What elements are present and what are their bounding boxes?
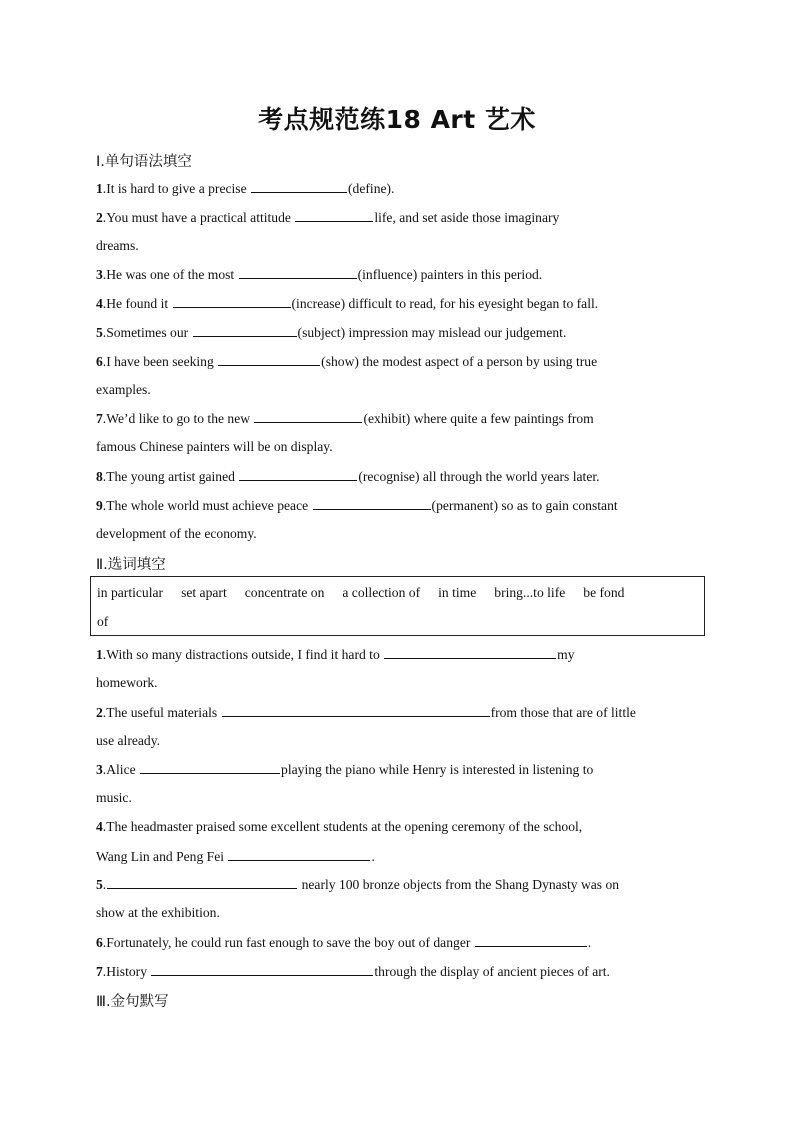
s2-item-1-cont: homework. — [96, 675, 158, 690]
answer-blank[interactable] — [228, 847, 370, 861]
word-bank-item: concentrate on — [244, 585, 325, 600]
answer-blank[interactable] — [107, 875, 297, 889]
answer-blank[interactable] — [151, 962, 373, 976]
answer-blank[interactable] — [222, 703, 490, 717]
word-bank-box — [90, 576, 705, 636]
answer-blank[interactable] — [173, 294, 291, 308]
answer-blank[interactable] — [313, 496, 431, 510]
word-bank-item: in time — [438, 585, 477, 600]
answer-blank[interactable] — [251, 179, 347, 193]
section-1-heading: Ⅰ.单句语法填空 — [96, 154, 192, 170]
s1-item-2-cont: dreams. — [96, 238, 139, 253]
word-bank-list — [97, 585, 624, 601]
s2-item-1: 1.With so many distractions outside, I find it hard to my — [96, 647, 575, 662]
answer-blank[interactable] — [295, 208, 373, 222]
answer-blank[interactable] — [475, 933, 587, 947]
s1-item-3: 3.He was one of the most (influence) painters in this period. — [96, 267, 543, 282]
s1-item-7-cont: famous Chinese painters will be on display. — [96, 439, 333, 454]
s1-item-7: 7.We’d like to go to the new (exhibit) where quite a few paintings from — [96, 411, 594, 426]
page-title: 考点规范练18 Art 艺术 — [258, 105, 536, 134]
s1-item-5: 5.Sometimes our (subject) impression may mislead our judgement. — [96, 325, 567, 340]
s1-item-9: 9.The whole world must achieve peace (permanent) so as to gain constant — [96, 498, 618, 513]
s2-item-2-cont: use already. — [96, 733, 161, 748]
s1-item-2: 2.You must have a practical attitude life, and set aside those imaginary — [96, 210, 560, 225]
s1-item-8: 8.The young artist gained (recognise) all through the world years later. — [96, 469, 600, 484]
s1-item-4: 4.He found it (increase) difficult to read, for his eyesight began to fall. — [96, 296, 599, 311]
answer-blank[interactable] — [254, 409, 362, 423]
word-bank-item: be fond — [583, 585, 625, 600]
answer-blank[interactable] — [239, 265, 357, 279]
s2-item-3: 3.Alice playing the piano while Henry is interested in listening to — [96, 762, 594, 777]
section-3-heading: Ⅲ.金句默写 — [96, 994, 169, 1010]
s1-item-1: 1.It is hard to give a precise (define). — [96, 181, 395, 196]
s2-item-3-cont: music. — [96, 790, 132, 805]
s2-item-4-cont: Wang Lin and Peng Fei . — [96, 849, 375, 864]
s2-item-5: 5. nearly 100 bronze objects from the Shang Dynasty was on — [96, 877, 620, 892]
answer-blank[interactable] — [239, 467, 357, 481]
answer-blank[interactable] — [384, 645, 556, 659]
s2-item-7: 7.History through the display of ancient pieces of art. — [96, 964, 610, 979]
word-bank-item: a collection of — [342, 585, 421, 600]
s1-item-6-cont: examples. — [96, 382, 151, 397]
word-bank-item: in particular — [97, 585, 164, 600]
s1-item-9-cont: development of the economy. — [96, 526, 257, 541]
answer-blank[interactable] — [193, 323, 297, 337]
section-2-heading: Ⅱ.选词填空 — [96, 557, 166, 573]
word-bank-item: set apart — [181, 585, 227, 600]
word-bank-item: bring...to life — [494, 585, 566, 600]
answer-blank[interactable] — [218, 352, 320, 366]
word-bank-item-tail: of — [97, 614, 109, 629]
s2-item-6: 6.Fortunately, he could run fast enough to save the boy out of danger . — [96, 935, 592, 950]
s2-item-4: 4.The headmaster praised some excellent students at the opening ceremony of the school, — [96, 819, 583, 834]
answer-blank[interactable] — [140, 760, 280, 774]
s2-item-2: 2.The useful materials from those that are of little — [96, 705, 636, 720]
s2-item-5-cont: show at the exhibition. — [96, 905, 220, 920]
s1-item-6: 6.I have been seeking (show) the modest aspect of a person by using true — [96, 354, 598, 369]
